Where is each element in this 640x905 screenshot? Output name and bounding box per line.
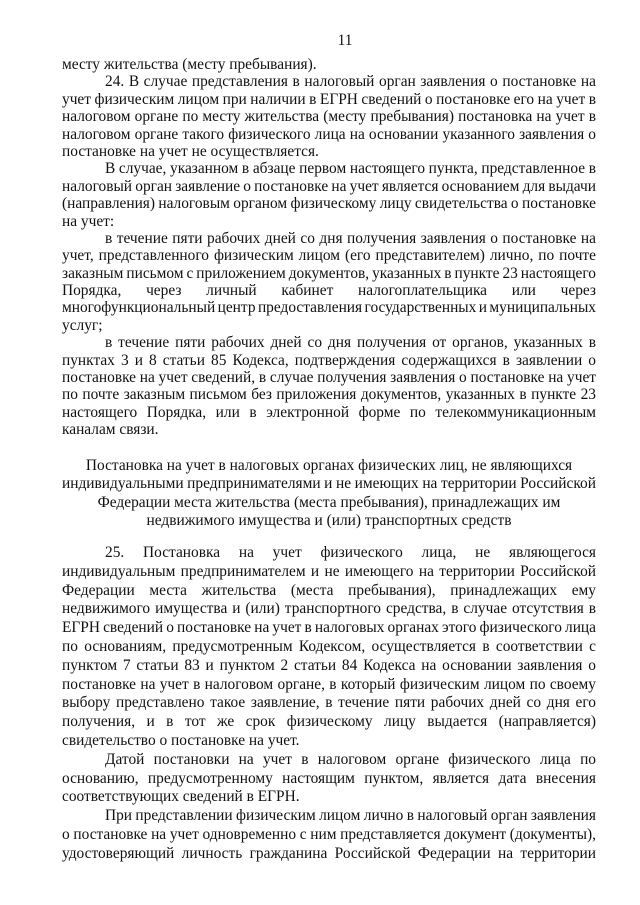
text-line-content: по основаниям, предусмотренным Кодексом, осуществляется в соответствии с bbox=[62, 637, 596, 655]
text-line-content: пунктом 7 статьи 83 и пунктом 2 статьи 84 Кодекса на основании заявления о bbox=[62, 656, 596, 674]
text-line-content: на учет: bbox=[62, 212, 115, 230]
text-line-content: (направления) налоговым органом физическому лицу свидетельства о постановке bbox=[62, 195, 596, 213]
text-line bbox=[62, 713, 596, 732]
body-section-1 bbox=[62, 56, 596, 439]
text-line bbox=[62, 404, 596, 421]
text-line-content: налоговый орган заявление о постановке на учет является основанием для выдачи bbox=[62, 177, 596, 195]
text-line bbox=[62, 676, 596, 695]
text-line bbox=[62, 657, 596, 676]
text-line bbox=[62, 544, 596, 563]
text-line-content: индивидуальным предпринимателем и не имеющего на территории Российской bbox=[62, 562, 596, 580]
text-line-content: налоговом органе по месту жительства (месту пребывания) постановка на учет в bbox=[62, 108, 596, 126]
text-line bbox=[62, 230, 596, 247]
text-line-content: получения, и в тот же срок физическому лицу выдается (направляется) bbox=[62, 713, 596, 731]
text-line bbox=[62, 352, 596, 369]
text-line-content: При представлении физическим лицом лично в налоговый орган заявления bbox=[105, 807, 596, 825]
text-line bbox=[62, 56, 596, 73]
text-line bbox=[62, 619, 596, 638]
text-line-content: в течение пяти рабочих дней со дня получения заявления о постановке на bbox=[105, 229, 596, 247]
text-line-content: Постановка на учет в налоговых органах физических лиц, не являющихся bbox=[85, 457, 573, 474]
text-line-content: недвижимого имущества и (или) транспортных средств bbox=[146, 511, 512, 529]
text-line-content: месту жительства (месту пребывания). bbox=[62, 56, 317, 73]
text-line-content: удостоверяющий личность гражданина Российской Федерации на территории bbox=[62, 844, 596, 862]
text-line-content: многофункциональный центр предоставления государственных и муниципальных bbox=[62, 299, 596, 317]
text-line-content: каналам связи. bbox=[62, 421, 159, 439]
text-line-content: Федерации места жительства (места пребывания), принадлежащих им bbox=[97, 493, 561, 511]
text-line bbox=[62, 143, 596, 160]
text-line bbox=[62, 494, 596, 512]
paragraph bbox=[62, 334, 596, 438]
text-line bbox=[62, 91, 596, 108]
text-line-content: услуг; bbox=[62, 316, 103, 334]
text-line bbox=[62, 195, 596, 212]
text-line-content: по почте заказным письмом без приложения документов, указанных в пункте 23 bbox=[62, 386, 596, 404]
text-line bbox=[62, 73, 596, 90]
paragraph bbox=[62, 230, 596, 334]
text-line bbox=[62, 638, 596, 657]
text-line-content: учет физическим лицом при наличии в ЕГРН сведений о постановке его на учет в bbox=[62, 90, 596, 108]
text-line-content: постановке на учет сведений, в случае получения заявления о постановке на учет bbox=[62, 369, 596, 387]
text-line-content: настоящего Порядка, или в электронной форме по телекоммуникационным bbox=[62, 403, 596, 421]
text-line bbox=[62, 751, 596, 770]
text-line bbox=[62, 317, 596, 334]
text-line bbox=[62, 247, 596, 264]
text-line bbox=[62, 369, 596, 386]
paragraph bbox=[62, 56, 596, 73]
text-line bbox=[62, 334, 596, 351]
text-line bbox=[62, 160, 596, 177]
text-line-content: соответствующих сведений в ЕГРН. bbox=[62, 788, 300, 806]
text-line bbox=[62, 213, 596, 230]
text-line bbox=[62, 386, 596, 403]
heading-text bbox=[62, 457, 596, 530]
text-line-content: 25. Постановка на учет физического лица, не являющегося bbox=[105, 544, 596, 561]
text-line bbox=[62, 826, 596, 845]
text-line bbox=[62, 845, 596, 864]
text-line bbox=[62, 512, 596, 530]
text-line-content: постановке на учет в налоговом органе, в который физическим лицом по своему bbox=[62, 675, 596, 693]
text-line-content: В случае, указанном в абзаце первом настоящего пункта, представленное в bbox=[105, 160, 596, 178]
text-line bbox=[62, 421, 596, 438]
text-line-content: недвижимого имущества и (или) транспортного средства, в случае отсутствия в bbox=[62, 600, 596, 618]
text-line bbox=[62, 732, 596, 751]
text-line-content: пунктах 3 и 8 статьи 85 Кодекса, подтверждения содержащихся в заявлении о bbox=[62, 351, 596, 369]
text-line bbox=[62, 265, 596, 282]
text-line-content: индивидуальными предпринимателями и не имеющих на территории Российской bbox=[62, 475, 596, 493]
text-line bbox=[62, 582, 596, 601]
text-line bbox=[62, 282, 596, 299]
text-line bbox=[62, 788, 596, 807]
text-line-content: Датой постановки на учет в налоговом органе физического лица по bbox=[105, 750, 596, 768]
text-line-content: ЕГРН сведений о постановке на учет в налоговых органах этого физического лица bbox=[62, 619, 596, 637]
paragraph bbox=[62, 751, 596, 807]
paragraph bbox=[62, 160, 596, 230]
paragraph bbox=[62, 807, 596, 863]
text-line-content: в течение пяти рабочих дней со дня получения от органов, указанных в bbox=[105, 334, 596, 352]
text-line-content: 24. В случае представления в налоговый орган заявления о постановке на bbox=[105, 73, 596, 91]
page-number: 11 bbox=[337, 32, 353, 49]
section-heading bbox=[62, 457, 596, 530]
text-line-content: Федерации места жительства (места пребывания), принадлежащих ему bbox=[62, 581, 596, 599]
text-line bbox=[62, 694, 596, 713]
text-line bbox=[62, 600, 596, 619]
text-line-content: налоговом органе такого физического лица на основании указанного заявления о bbox=[62, 125, 596, 143]
text-line-content: свидетельство о постановке на учет. bbox=[62, 731, 300, 749]
text-line bbox=[62, 475, 596, 493]
text-line bbox=[62, 126, 596, 143]
text-line bbox=[62, 178, 596, 195]
text-line-content: выбору представлено такое заявление, в течение пяти рабочих дней со дня его bbox=[62, 694, 596, 712]
paragraph bbox=[62, 544, 596, 751]
text-line-content: основанию, предусмотренному настоящим пунктом, является дата внесения bbox=[62, 769, 596, 787]
text-line bbox=[62, 457, 596, 475]
text-line-content: учет, представленного физическим лицом (его представителем) лично, по почте bbox=[62, 247, 596, 265]
text-line-content: заказным письмом с приложением документов, указанных в пункте 23 настоящего bbox=[62, 264, 596, 282]
text-line bbox=[62, 563, 596, 582]
text-line bbox=[62, 299, 596, 316]
text-line bbox=[62, 770, 596, 789]
text-line-content: Порядка, через личный кабинет налогоплательщика или через bbox=[62, 282, 596, 300]
body-section-2 bbox=[62, 544, 596, 864]
text-line-content: о постановке на учет одновременно с ним представляется документ (документы), bbox=[62, 825, 596, 843]
paragraph bbox=[62, 73, 596, 160]
text-line bbox=[62, 807, 596, 826]
text-line-content: постановке на учет не осуществляется. bbox=[62, 142, 319, 160]
text-line bbox=[62, 108, 596, 125]
